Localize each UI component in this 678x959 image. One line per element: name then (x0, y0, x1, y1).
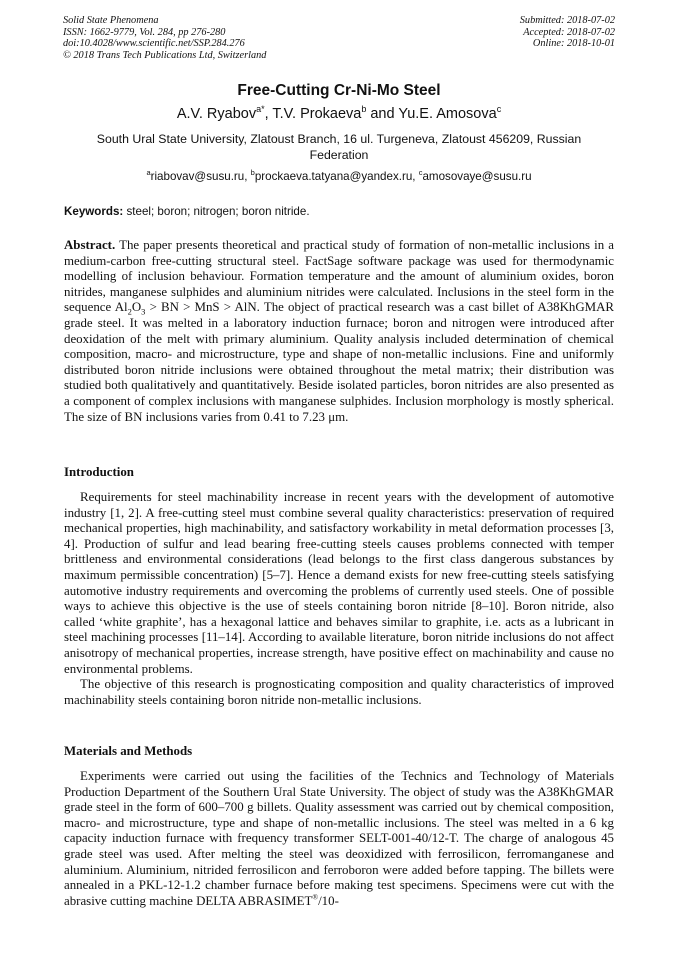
author-1: A.V. Ryabov (176, 105, 257, 122)
author-1-mark: a* (256, 104, 265, 114)
keywords (64, 205, 614, 218)
accepted-date: Accepted: 2018-07-02 (523, 26, 615, 38)
journal-issn: ISSN: 1662-9779, Vol. 284, pp 276-280 (63, 26, 226, 38)
abstract-label: Abstract. (64, 238, 116, 252)
abstract (64, 238, 614, 425)
email-a-mark: a (146, 168, 151, 177)
author-3-mark: c (496, 104, 502, 114)
paragraph-text: Experiments were carried out using the facilities of the Technics and Technology of Materials Production Department of the Southern Ural State University. The object of study was the A38KhGMAR grade steel in the form of 600–700 g billets. Quality assessment was carried out by chemical composition, macro- and microstructure, type and shape of non-metallic inclusions. The steel was melted in a 6 kg capacity induction furnace with frequency transformer SELT-001-40/12-T. The charge of analogous 45 grade steel was used. After melting the steel was deoxidized with ferrosilicon, ferromanganese and aluminium. Aluminium, nitrided ferrosilicon and ferroboron were added before tapping. The billets were annealed in a PKL-12-1.2 chamber furnace before making test specimens. Specimens were cut with the abrasive cutting machine DELTA ABRASIMET (64, 769, 614, 908)
author-2-mark: b (361, 104, 367, 114)
abstract-text: O (131, 300, 142, 315)
paragraph: Requirements for steel machinability increase in recent years with the development of automotive industry [1, 2]. A free-cutting steel must combine several quality characteristics: preservation of required mechanical properties, high machinability, and satisfactory workability in metal deformation processes [3, 4]. Production of sulfur and lead bearing free-cutting steels causes problems connected with temper brittleness and environmental considerations (lead belongs to the first class dangerous substances by maximum permissible concentration) [5–7]. Hence a demand exists for new free-cutting steels satisfying automotive industry requirements and overcoming the problems of currently used steels. One of possible ways to achieve this objective is the use of steels containing boron nitride [8–10]. Boron nitride, also called ‘white graphite’, has a hexagonal lattice and behaves similar to graphite, i.e. acts as a lubricant in steel machining processes [11–14]. According to available literature, boron nitride inclusions do not affect anisotropy of mechanical properties, increase strength, have positive effect on machinability and cause no environmental problems. (64, 490, 614, 676)
affiliation: South Ural State University, Zlatoust Branch, 16 ul. Turgeneva, Zlatoust 456209, Russian Federation (96, 132, 582, 162)
online-date: Online: 2018-10-01 (532, 38, 615, 50)
author-separator: , (264, 105, 273, 122)
paragraph: The objective of this research is prognosticating composition and quality characteristics of improved machinability steels containing boron nitride non-metallic inclusions. (64, 677, 614, 707)
subscript: 2 (127, 306, 132, 317)
journal-name: Solid State Phenomena (63, 15, 159, 26)
email-c[interactable]: amosovaye@susu.ru (422, 169, 532, 183)
author-3: Yu.E. Amosova (398, 105, 497, 122)
section-heading-introduction: Introduction (64, 465, 134, 479)
introduction-body (64, 490, 614, 708)
methods-body (64, 769, 614, 909)
abstract-text: > BN > MnS > AlN. The object of practical research was a cast billet of A38KhGMAR grade steel. It was melted in a laboratory induction furnace; boron and nitrogen were introduced after deoxidation of the melt with primary aluminium. Quality analysis included determination of chemical composition, macro- and microstructure, type and shape of non-metallic inclusions. Fine and uniformly distributed boron nitride inclusions were obtained throughout the metal matrix; their distribution was studied both qualitatively and quantitatively. Beside isolated particles, boron nitrides are also presented as a component of complex inclusions with manganese sulphides. Inclusion morphology is mostly spherical. The size of BN inclusions varies from 0.41 to 7.23 μm. (64, 300, 615, 424)
submitted-date: Submitted: 2018-07-02 (519, 15, 615, 26)
author-emails (0, 168, 678, 183)
paper-title: Free-Cutting Cr-Ni-Mo Steel (237, 82, 441, 99)
paragraph (64, 769, 614, 909)
email-b-mark: b (250, 168, 255, 177)
section-heading-methods: Materials and Methods (64, 744, 193, 758)
abstract-text: The paper presents theoretical and practical study of formation of non-metallic inclusions in a medium-carbon free-cutting structural steel. FactSage software package was used for thermodynamic modelling of inclusion behaviour. Formation temperature and the amount of aluminium oxides, boron nitrides, manganese sulphides and aluminium nitrides were calculated. Inclusions in the steel form in the sequence Al (64, 238, 614, 315)
email-b[interactable]: prockaeva.tatyana@yandex.ru, (254, 169, 419, 183)
journal-info (63, 15, 266, 61)
keywords-label: Keywords: (64, 205, 124, 218)
keywords-text: steel; boron; nitrogen; boron nitride. (123, 205, 310, 218)
subscript: 3 (141, 306, 146, 317)
journal-doi[interactable]: doi:10.4028/www.scientific.net/SSP.284.276 (63, 38, 245, 50)
registered-mark: ® (312, 892, 319, 902)
author-2: T.V. Prokaeva (272, 105, 362, 122)
email-c-mark: c (418, 168, 423, 177)
submission-dates (520, 15, 615, 50)
journal-copyright: © 2018 Trans Tech Publications Ltd, Switzerland (63, 49, 267, 61)
paragraph-text: /10- (318, 893, 339, 908)
author-separator: and (366, 105, 399, 122)
email-a[interactable]: riabovav@susu.ru, (150, 169, 251, 183)
author-list (0, 104, 678, 122)
